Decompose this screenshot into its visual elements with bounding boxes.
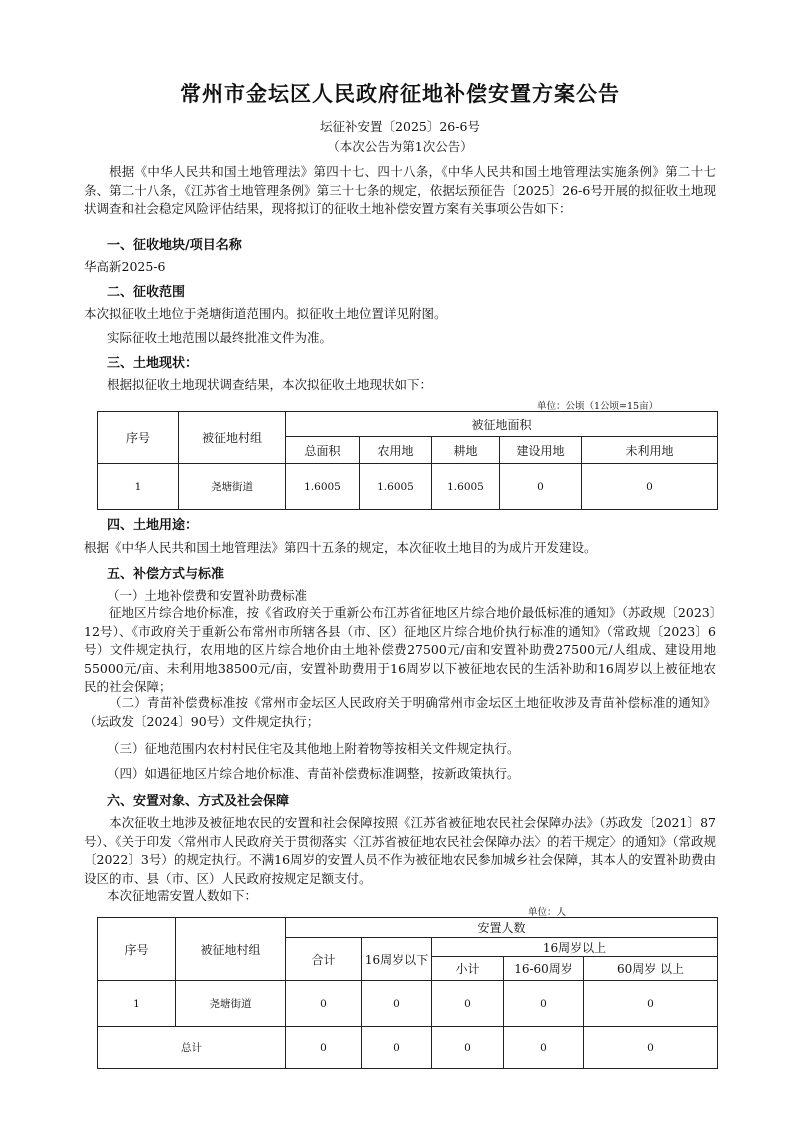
cell-agricultural: 1.6005	[360, 464, 432, 510]
land-status-table	[97, 411, 718, 510]
section-5-heading: 五、补偿方式与标准	[107, 567, 225, 582]
col-header-16-60: 16-60周岁	[504, 957, 584, 981]
land-table-unit: 单位：公顷（1公顷=15亩）	[537, 401, 659, 412]
cell-sum-under-16: 0	[362, 1027, 432, 1069]
cell-under-16: 0	[362, 981, 432, 1027]
section-5-sub-2: （二）青苗补偿费标准按《常州市金坛区人民政府关于明确常州市金坛区土地征收涉及青苗补偿标准的通知》（坛政发〔2024〕90号）文件规定执行；	[84, 695, 716, 729]
cell-construction: 0	[500, 464, 582, 510]
cell-village: 尧塘街道	[179, 464, 286, 510]
col-header-no: 序号	[98, 412, 179, 464]
section-1-heading: 一、征收地块/项目名称	[107, 238, 242, 253]
cell-total-area: 1.6005	[286, 464, 360, 510]
section-2-line-1: 本次拟征收土地位于尧塘街道范围内。拟征收土地位置详见附图。	[84, 306, 447, 321]
col-header-area-group: 被征地面积	[286, 412, 718, 437]
col-header-no: 序号	[98, 918, 176, 981]
cell-total: 0	[286, 981, 362, 1027]
cell-cultivated: 1.6005	[432, 464, 500, 510]
section-5-sub-1-body: 征地区片综合地价标准，按《省政府关于重新公布江苏省征地区片综合地价最低标准的通知》（苏政规〔2023〕12号）、《市政府关于重新公布常州市所辖各县（市、区）征地区片综合地价执行标准的通知》（常政规〔2023〕6号）文件规定执行，农用地的区片综合地价由土地补偿费27500元/亩和安置补助费27500元/人组成、建设用地55000元/亩、未利用地38500元/亩，安置补助费用于16周岁以下被征地农民的生活补助和16周岁以上被征地农民的社会保障；	[84, 605, 716, 694]
col-header-cultivated: 耕地	[432, 437, 500, 464]
col-header-people-group: 安置人数	[286, 918, 718, 938]
col-header-village: 被征地村组	[176, 918, 286, 981]
document-title: 常州市金坛区人民政府征地补偿安置方案公告	[180, 81, 620, 106]
col-header-over-16: 16周岁以上	[432, 938, 718, 957]
col-header-village: 被征地村组	[179, 412, 286, 464]
cell-60-up: 0	[584, 981, 718, 1027]
cell-total-label: 总计	[98, 1027, 286, 1069]
cell-village: 尧塘街道	[176, 981, 286, 1027]
section-6-text-2: 本次征地需安置人数如下：	[107, 888, 258, 903]
section-3-text: 根据拟征收土地现状调查结果，本次拟征收土地现状如下：	[107, 377, 433, 392]
cell-subtotal: 0	[432, 981, 504, 1027]
col-header-subtotal: 小计	[432, 957, 504, 981]
resettlement-table	[97, 917, 718, 1069]
cell-sum-16-60: 0	[504, 1027, 584, 1069]
people-table-unit: 单位：人	[528, 907, 567, 918]
cell-16-60: 0	[504, 981, 584, 1027]
cell-sum-subtotal: 0	[432, 1027, 504, 1069]
col-header-total-area: 总面积	[286, 437, 360, 464]
section-2-line-2: 实际征收土地范围以最终批准文件为准。	[107, 330, 333, 345]
section-1-text: 华高新2025-6	[84, 259, 166, 274]
cell-no: 1	[98, 981, 176, 1027]
col-header-unused: 未利用地	[582, 437, 718, 464]
col-header-total: 合计	[286, 938, 362, 981]
section-6-text: 本次征收土地涉及被征地农民的安置和社会保障按照《江苏省被征地农民社会保障办法》（苏政发〔2021〕87号）、《关于印发〈常州市人民政府关于贯彻落实〈江苏省被征地农民社会保障办法〉的若干规定〉的通知》（常政规〔2022〕3号）的规定执行。不满16周岁的安置人员不作为被征地农民参加城乡社会保障，其本人的安置补助费由设区的市、县（市、区）人民政府按规定足额支付。	[84, 815, 716, 886]
cell-no: 1	[98, 464, 179, 510]
table-row	[98, 464, 718, 510]
cell-sum-60-up: 0	[584, 1027, 718, 1069]
col-header-agricultural: 农用地	[360, 437, 432, 464]
section-3-heading: 三、土地现状：	[107, 356, 199, 371]
section-2-heading: 二、征收范围	[107, 285, 186, 300]
cell-unused: 0	[582, 464, 718, 510]
section-6-heading: 六、安置对象、方式及社会保障	[107, 794, 290, 809]
col-header-construction: 建设用地	[500, 437, 582, 464]
section-4-text: 根据《中华人民共和国土地管理法》第四十五条的规定，本次征收土地目的为成片开发建设。	[84, 540, 597, 555]
table-total-row	[98, 1027, 718, 1069]
section-5-sub-1-title: （一）土地补偿费和安置补助费标准	[107, 588, 308, 603]
section-5-sub-3: （三）征地范围内农村村民住宅及其他地上附着物等按相关文件规定执行。	[107, 741, 520, 756]
document-number: 坛征补安置〔2025〕26-6号	[320, 119, 480, 134]
section-4-heading: 四、土地用途：	[107, 518, 199, 533]
section-5-sub-4: （四）如遇征地区片综合地价标准、青苗补偿费标准调整，按新政策执行。	[107, 766, 520, 781]
notice-times: （本次公告为第1次公告）	[327, 139, 473, 154]
table-row	[98, 981, 718, 1027]
col-header-60-up: 60周岁 以上	[584, 957, 718, 981]
col-header-under-16: 16周岁以下	[362, 938, 432, 981]
cell-sum-total: 0	[286, 1027, 362, 1069]
intro-paragraph: 根据《中华人民共和国土地管理法》第四十七、四十八条，《中华人民共和国土地管理法实施条例》第二十七条、第二十八条，《江苏省土地管理条例》第三十七条的规定，依据坛预征告〔2025〕26-6号开展的拟征收土地现状调查和社会稳定风险评估结果，现将拟订的征收土地补偿安置方案有关事项公告如下：	[84, 164, 716, 216]
